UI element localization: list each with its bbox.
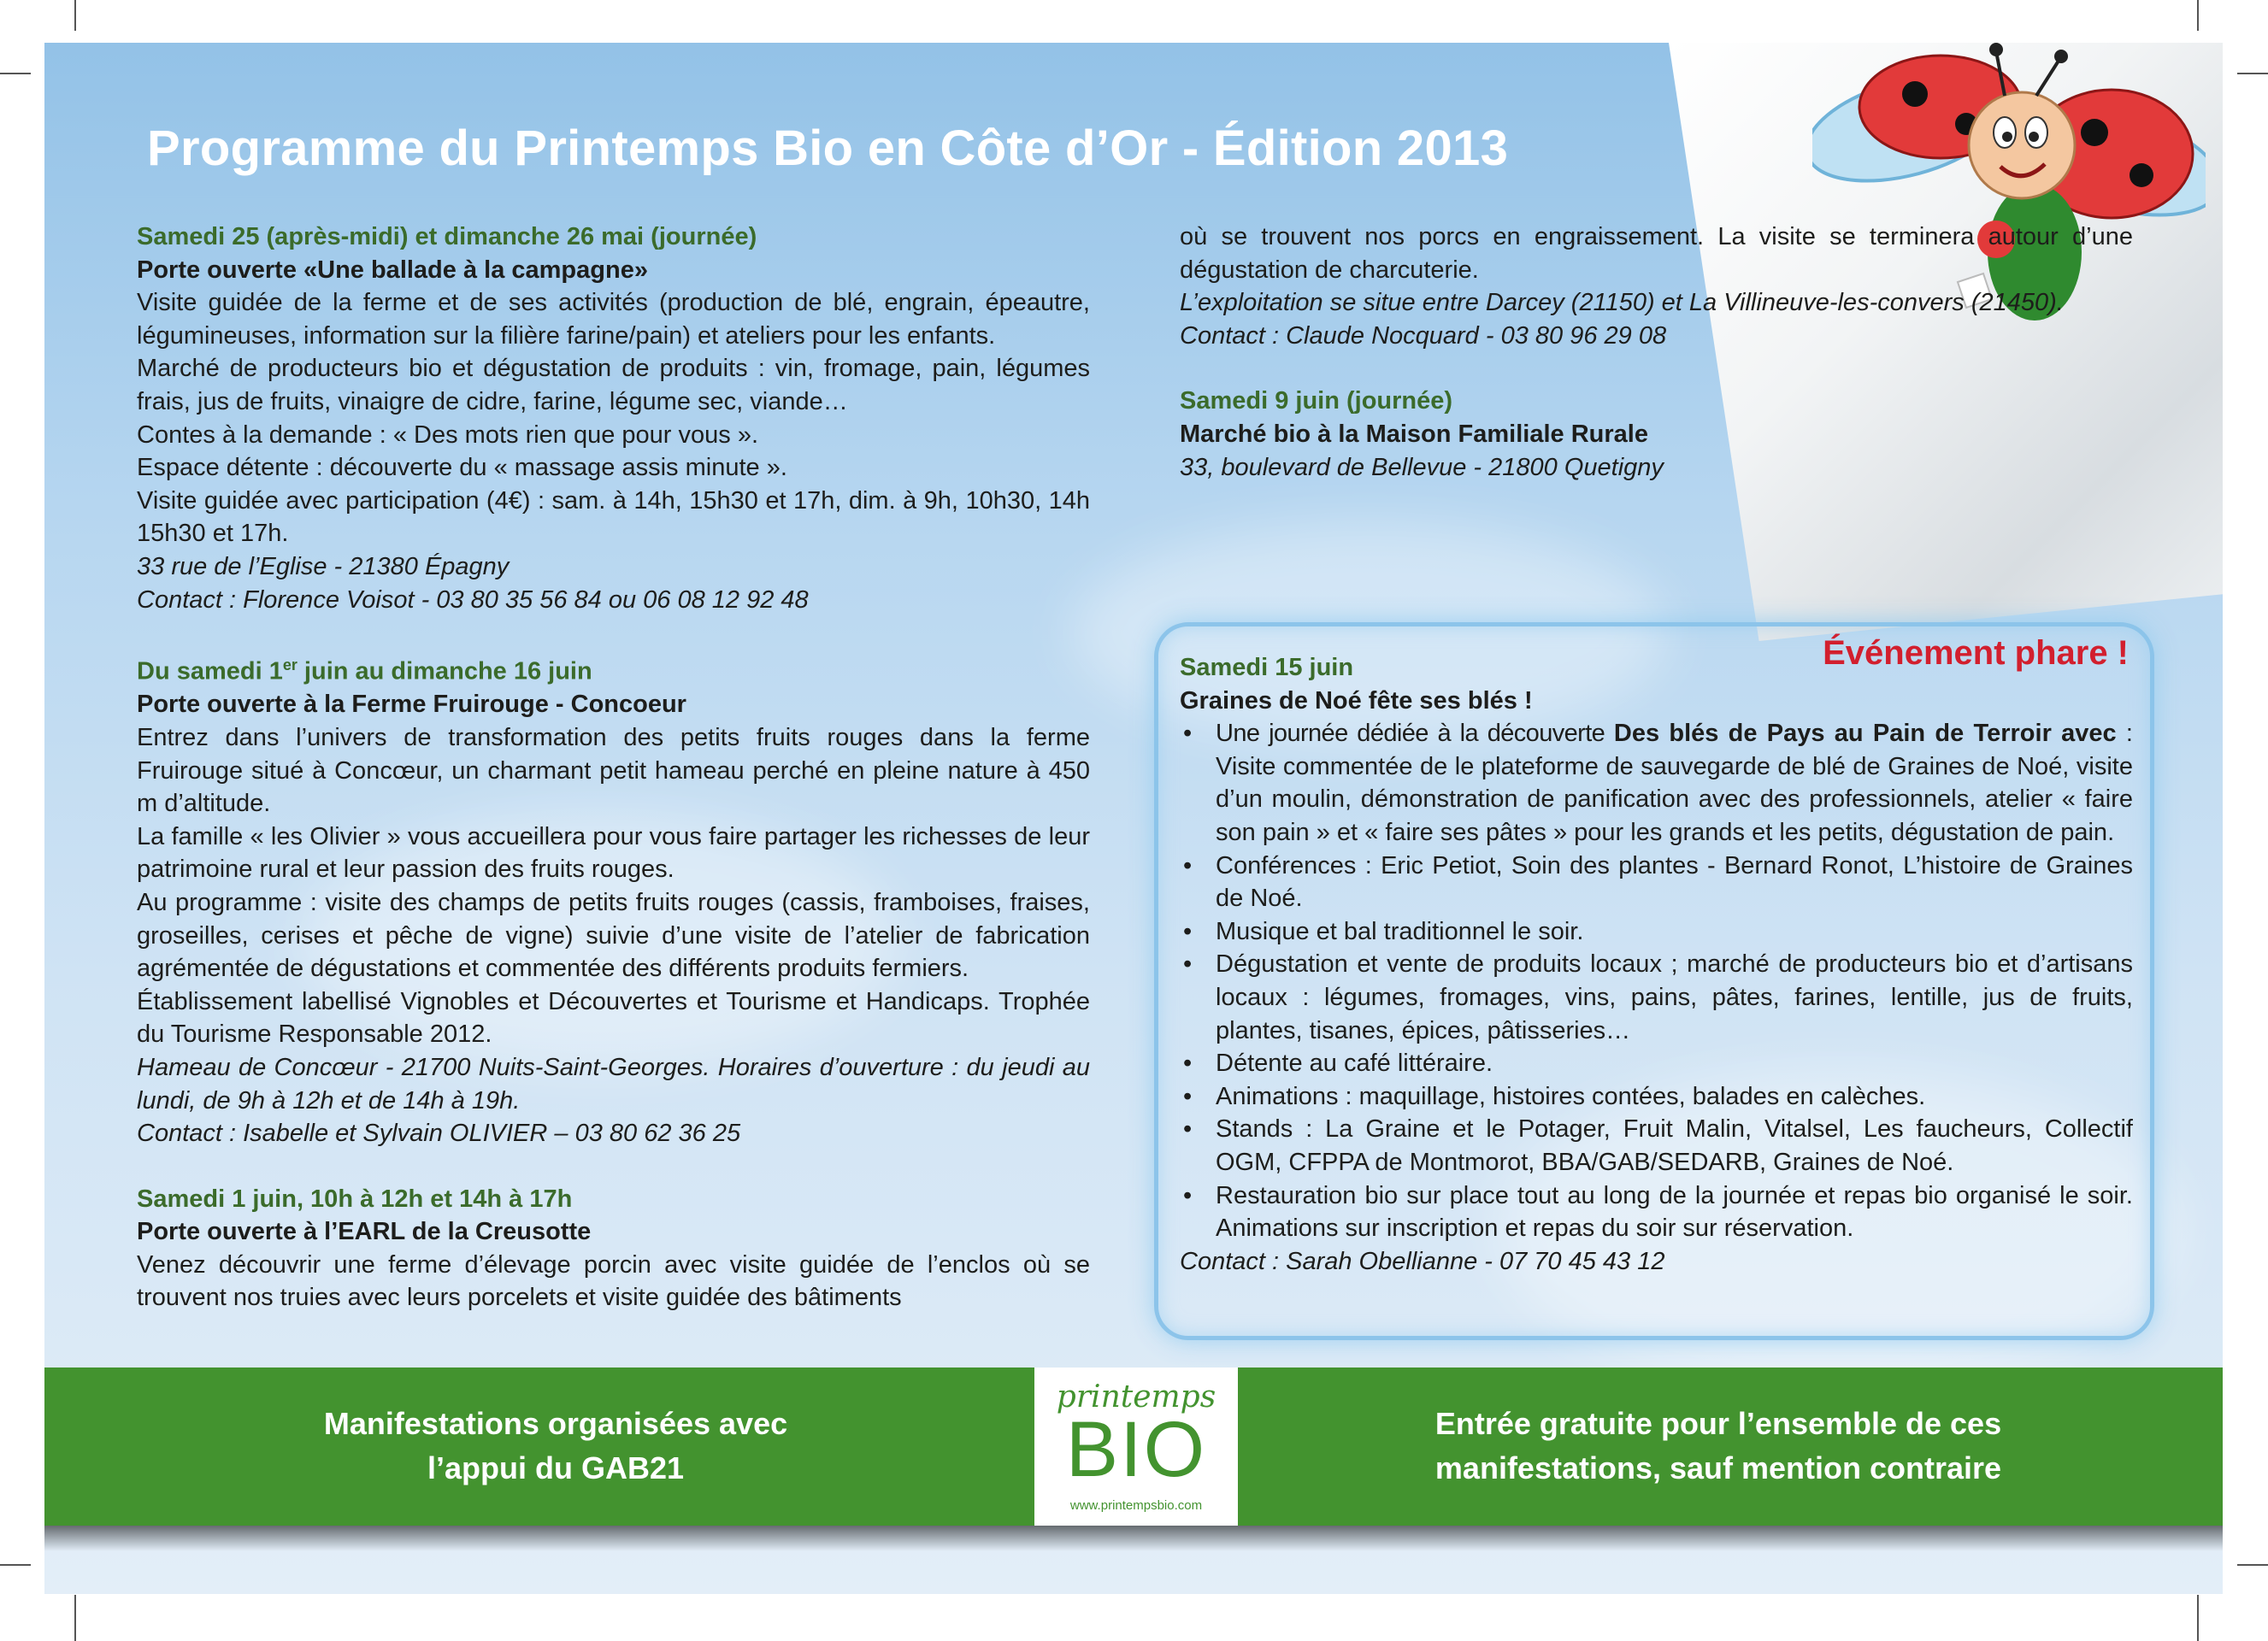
page-title: Programme du Printemps Bio en Côte d’Or - Édition 2013	[147, 121, 1509, 176]
crop-mark	[0, 1564, 31, 1566]
event-address: L’exploitation se situe entre Darcey (21150) et La Villineuve-les-convers (21450).	[1180, 289, 2064, 317]
right-column	[1180, 221, 2133, 484]
list-item: • Animations : maquillage, histoires contées, balades en calèches.	[1180, 1080, 2133, 1114]
event-heading: Porte ouverte à la Ferme Fruirouge - Concoeur	[137, 691, 686, 719]
event-heading: Porte ouverte «Une ballade à la campagne»	[137, 256, 648, 284]
event-text: Visite guidée de la ferme et de ses activités (production de blé, engrain, épeautre, légumineuses, information sur la filière farine/pain) et ateliers pour les enfants.	[137, 289, 1090, 350]
event-text: Au programme : visite des champs de petits fruits rouges (cassis, framboises, fraises, groseilles, cerises et pêche de vigne) suivie d’une visite de l’atelier de fabrication agrémentée de dégustations et commentée des différents produits fermiers.	[137, 888, 1090, 983]
event-date: Samedi 25 (après-midi) et dimanche 26 mai (journée)	[137, 223, 757, 250]
highlight-list	[1180, 717, 2133, 1245]
list-item: • Stands : La Graine et le Potager, Fruit Malin, Vitalsel, Les faucheurs, Collectif OGM, CFPPA de Montmorot, BBA/GAB/SEDARB, Graines de Noé.	[1180, 1113, 2133, 1179]
event-date: Samedi 15 juin	[1180, 654, 1354, 681]
event-date: Samedi 9 juin (journée)	[1180, 387, 1453, 415]
crop-mark	[0, 73, 31, 74]
event-text: Espace détente : découverte du « massage assis minute ».	[137, 454, 787, 482]
crop-mark	[2237, 73, 2268, 74]
event-address: Hameau de Concœur - 21700 Nuits-Saint-Georges. Horaires d’ouverture : du jeudi au lundi, de 9h à 12h et de 14h à 19h.	[137, 1053, 1090, 1115]
list-item: • Dégustation et vente de produits locaux ; marché de producteurs bio et d’artisans locaux : légumes, fromages, vins, pains, pâtes, farines, lentille, jus de fruits, plantes, tisanes, épices, pâtisseries…	[1180, 948, 2133, 1047]
event-text: Établissement labellisé Vignobles et Découvertes et Tourisme et Handicaps. Trophée du Tourisme Responsable 2012.	[137, 987, 1090, 1049]
event-date-part: Du samedi 1	[137, 657, 283, 685]
footer-line: Entrée gratuite pour l’ensemble de ces	[1434, 1406, 2002, 1441]
event-text: Entrez dans l’univers de transformation des petits fruits rouges dans la ferme Fruirouge situé à Concœur, un charmant petit hameau perché en pleine nature à 450 m d’altitude.	[137, 723, 1090, 818]
footer-right-text	[1334, 1402, 2103, 1491]
event-address: 33, boulevard de Bellevue - 21800 Quetigny	[1180, 453, 1664, 481]
event-contact: Contact : Claude Nocquard - 03 80 96 29 08	[1180, 321, 1667, 350]
list-item-bold: Des blés de Pays au Pain de Terroir avec	[1613, 720, 2117, 748]
highlight-badge: Événement phare !	[1823, 634, 2129, 672]
crop-mark	[74, 0, 76, 31]
printemps-bio-logo	[1034, 1368, 1238, 1526]
list-item	[1180, 717, 2133, 849]
footer-line: l’appui du GAB21	[427, 1450, 685, 1485]
event-contact: Contact : Sarah Obellianne - 07 70 45 43 12	[1180, 1247, 1665, 1275]
footer-left-text	[214, 1402, 898, 1491]
event-address: 33 rue de l’Eglise - 21380 Épagny	[137, 552, 510, 580]
list-item-text: : Visite commentée de le plateforme de sauvegarde de blé de Graines de Noé, visite d’un moulin, démonstration de panification avec des professionnels, atelier « faire son pain » et « faire ses pâtes » pour les grands et les petits, dégustation de pain.	[1216, 720, 2133, 846]
logo-script: printemps	[1056, 1379, 1216, 1415]
footer-line: Manifestations organisées avec	[323, 1406, 788, 1441]
list-item: • Restauration bio sur place tout au long de la journée et repas bio organisé le soir. Animations sur inscription et repas du soir sur réservation.	[1180, 1179, 2133, 1245]
logo-bio: BIO	[1065, 1406, 1207, 1493]
event-date	[137, 649, 1090, 688]
list-item: • Musique et bal traditionnel le soir.	[1180, 915, 2133, 949]
highlight-content	[1180, 651, 2133, 1278]
event-text: Venez découvrir une ferme d’élevage porcin avec visite guidée de l’enclos où se trouvent nos truies avec leurs porcelets et visite guidée des bâtiments	[137, 1250, 1090, 1312]
list-item-text: Une journée dédiée à la découverte	[1216, 720, 1614, 748]
crop-mark	[2197, 1595, 2199, 1641]
ordinal-suffix: er	[282, 656, 297, 674]
event-contact: Contact : Florence Voisot - 03 80 35 56 84 ou 06 08 12 92 48	[137, 585, 809, 614]
event-date: Samedi 1 juin, 10h à 12h et 14h à 17h	[137, 1185, 573, 1213]
event-heading: Marché bio à la Maison Familiale Rurale	[1180, 420, 1648, 448]
event-text: Marché de producteurs bio et dégustation de produits : vin, fromage, pain, légumes frais, jus de fruits, vinaigre de cidre, farine, légume sec, viande…	[137, 355, 1090, 415]
event-contact: Contact : Isabelle et Sylvain OLIVIER – 03 80 62 36 25	[137, 1120, 741, 1148]
left-column	[137, 221, 1090, 1315]
event-heading: Graines de Noé fête ses blés !	[1180, 686, 1533, 715]
event-text: où se trouvent nos porcs en engraissement. La visite se terminera autour d’une dégustation de charcuterie.	[1180, 223, 2133, 284]
crop-mark	[74, 1595, 76, 1641]
footer-line: manifestations, sauf mention contraire	[1434, 1450, 2002, 1485]
event-text: La famille « les Olivier » vous accueillera pour vous faire partager les richesses de leur patrimoine rural et leur passion des fruits rouges.	[137, 822, 1090, 884]
logo-url: www.printempsbio.com	[1069, 1498, 1203, 1513]
crop-mark	[2237, 1564, 2268, 1566]
event-text: Contes à la demande : « Des mots rien que pour vous ».	[137, 421, 759, 449]
list-item: • Conférences : Eric Petiot, Soin des plantes - Bernard Ronot, L’histoire de Graines de Noé.	[1180, 850, 2133, 915]
list-item: • Détente au café littéraire.	[1180, 1047, 2133, 1080]
footer-shadow	[44, 1526, 2223, 1551]
event-heading: Porte ouverte à l’EARL de la Creusotte	[137, 1218, 592, 1246]
crop-mark	[2197, 0, 2199, 31]
event-date-part: juin au dimanche 16 juin	[297, 657, 592, 685]
event-text: Visite guidée avec participation (4€) : sam. à 14h, 15h30 et 17h, dim. à 9h, 10h30, 14h 15h30 et 17h.	[137, 486, 1090, 548]
